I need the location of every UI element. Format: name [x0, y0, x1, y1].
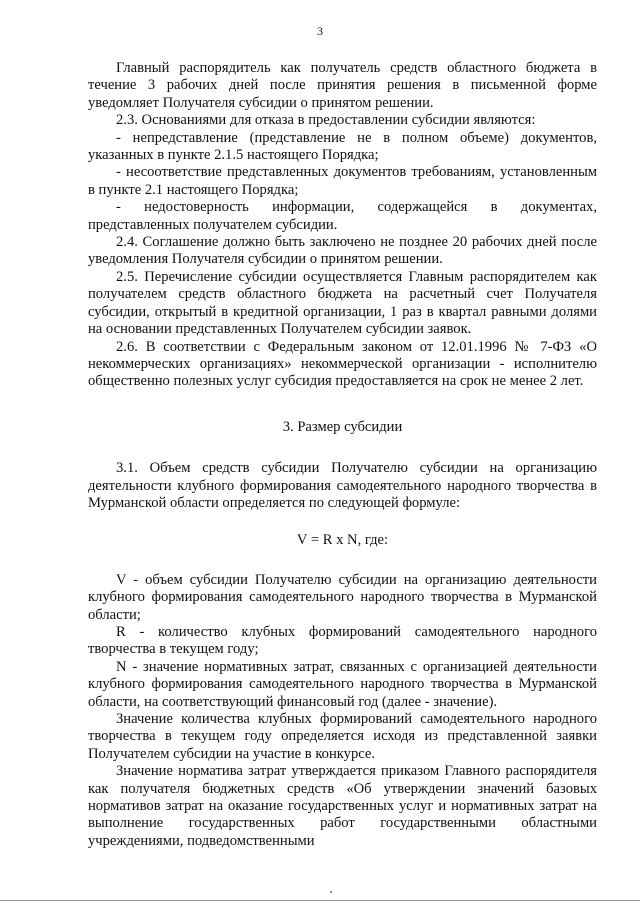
list-item-nonsubmission: - непредставление (представление не в полном объеме) документов, указанных в пункте 2.1.5 настоящего Порядка; [88, 129, 597, 164]
list-item-inaccuracy: - недостоверность информации, содержащейся в документах, представленных получателем субсидии. [88, 199, 597, 233]
paragraph-2-5: 2.5. Перечисление субсидии осуществляется Главным распорядителем как получателем средств областного бюджета на расчетный счет Получателя субсидии, открытый в кредитной организации, 1 раз в квартал равными долями на основании представленных Получателем субсидии заявок. [88, 268, 597, 338]
definition-n: N - значение нормативных затрат, связанных с организацией деятельности клубного формирования самодеятельного народного творчества в Мурманской области, на соответствующий финансовый год (далее - значение). [88, 658, 597, 710]
page-bottom-edge [0, 900, 640, 901]
paragraph-notification: Главный распорядитель как получатель средств областного бюджета в течение 3 рабочих дней после принятия решения в письменной форме уведомляет Получателя субсидии о принятом решении. [88, 60, 597, 111]
paragraph-2-3: 2.3. Основаниями для отказа в предоставлении субсидии являются: [116, 112, 536, 129]
paragraph-2-6: 2.6. В соответствии с Федеральным законом от 12.01.1996 № 7-ФЗ «О некоммерческих организациях» некоммерческой организации - исполнителю общественно полезных услуг субсидия предоставляется на срок не менее 2 лет. [88, 338, 597, 390]
list-item-nonconformity: - несоответствие представленных документов требованиям, установленным в пункте 2.1 настоящего Порядка; [88, 164, 597, 198]
paragraph-norm-value: Значение норматива затрат утверждается приказом Главного распорядителя как получателя бюджетных средств «Об утверждении значений базовых нормативов затрат на оказание государственных услуг и нормативных затрат на выполнение государственных работ государственными областными учреждениями, подведомственными [88, 763, 597, 849]
definition-r: R - количество клубных формирований самодеятельного народного творчества в текущем году; [88, 623, 597, 658]
paragraph-2-4: 2.4. Соглашение должно быть заключено не позднее 20 рабочих дней после уведомления Получателя субсидии о принятом решении. [88, 234, 597, 268]
page-number: 3 [317, 24, 323, 38]
paragraph-3-1: 3.1. Объем средств субсидии Получателю субсидии на организацию деятельности клубного формирования самодеятельного народного творчества в Мурманской области определяется по следующей формуле: [88, 460, 597, 511]
section-heading: 3. Размер субсидии [282, 418, 403, 435]
definition-v: V - объем субсидии Получателю субсидии на организацию деятельности клубного формирования самодеятельного народного творчества в Мурманской области; [88, 571, 597, 623]
paragraph-quantity-value: Значение количества клубных формирований самодеятельного народного творчества в текущем году определяется исходя из представленной заявки Получателем субсидии на участие в конкурсе. [88, 711, 597, 762]
formula: V = R x N, где: [296, 532, 389, 549]
scan-mark [330, 891, 332, 893]
document-body [88, 60, 597, 850]
